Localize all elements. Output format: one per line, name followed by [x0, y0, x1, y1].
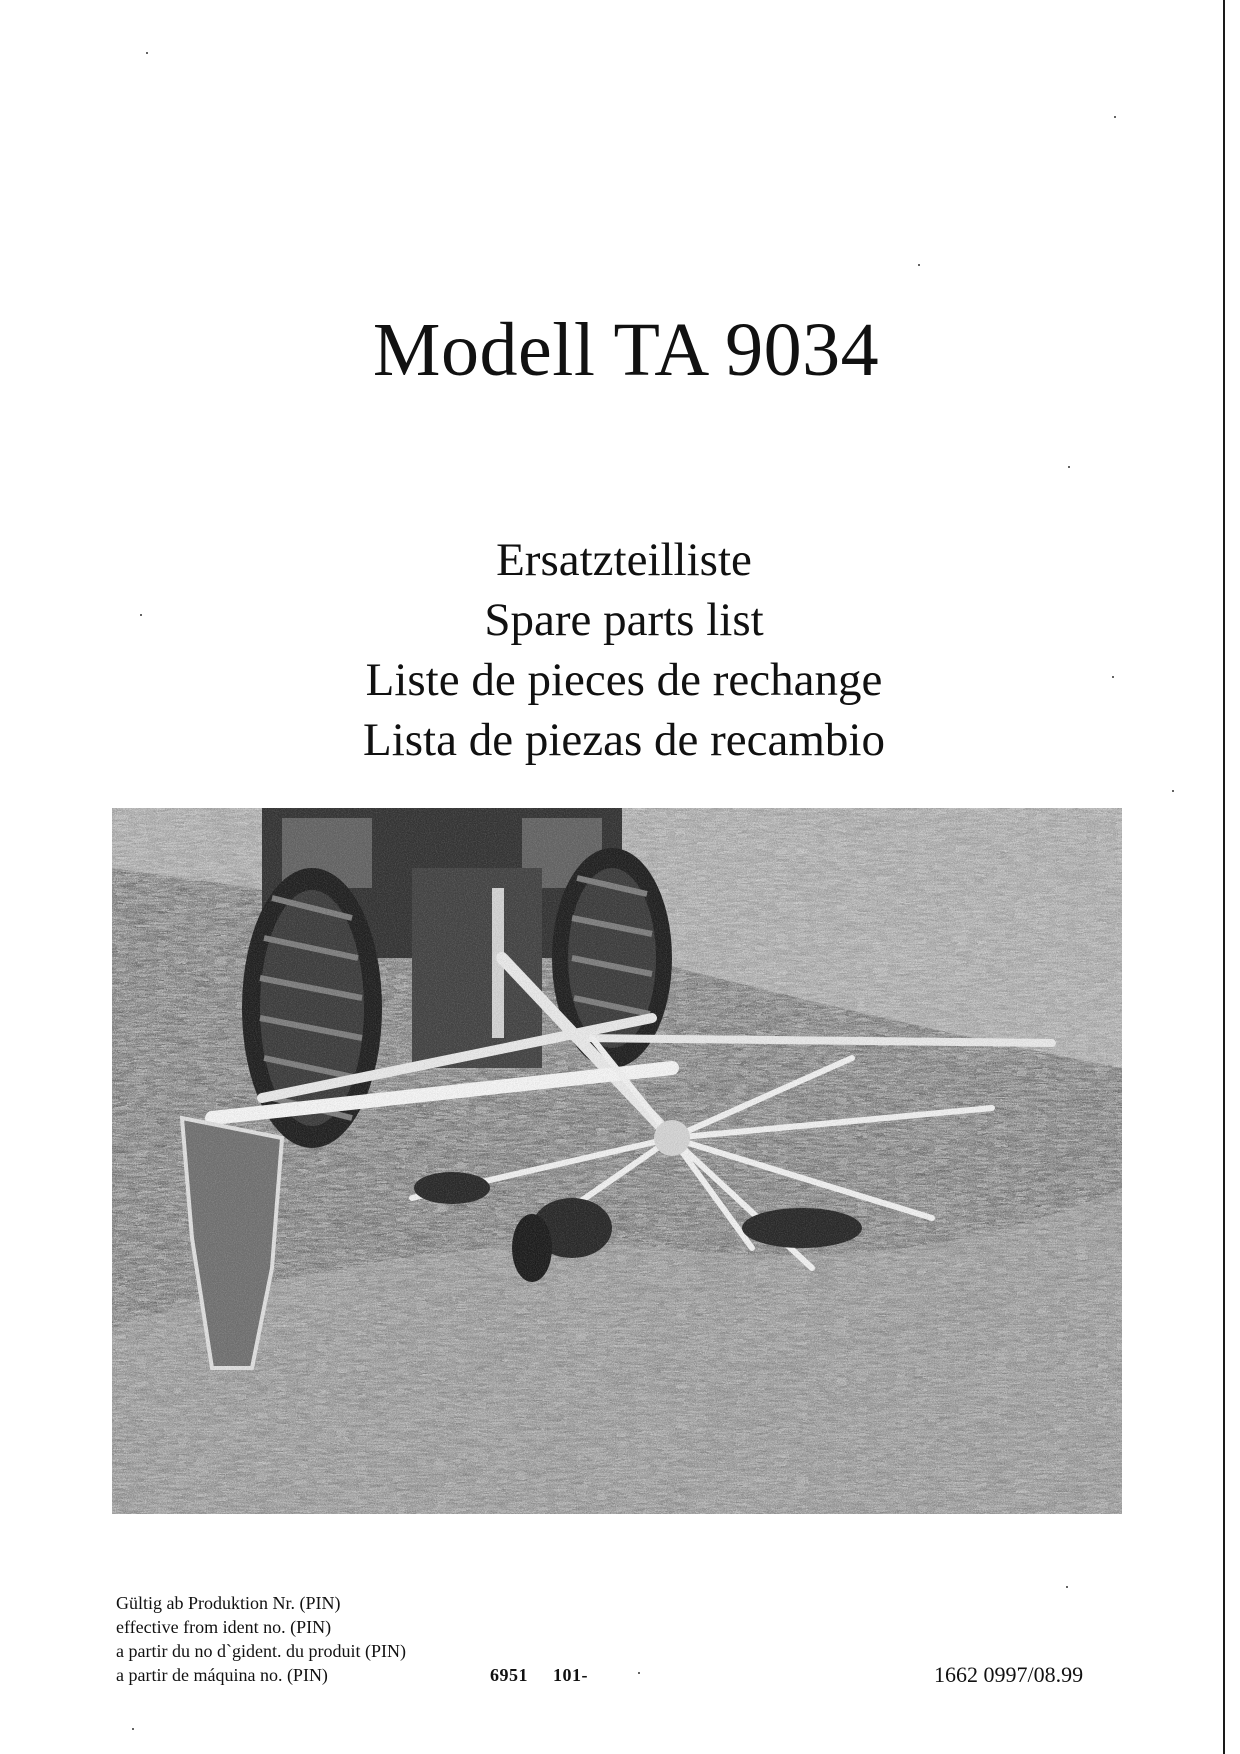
model-title: Modell TA 9034: [372, 308, 880, 392]
subtitle-english: Spare parts list: [484, 594, 764, 646]
subtitle-block: [0, 530, 1240, 770]
validity-notice: [116, 1591, 406, 1687]
subtitle-german: Ersatzteilliste: [496, 534, 752, 586]
scan-speck: [1066, 1586, 1068, 1588]
page-edge-rule: [1223, 0, 1225, 1754]
cover-photo: [112, 808, 1122, 1514]
scan-speck: [1114, 116, 1116, 118]
scan-speck: [638, 1672, 640, 1674]
subtitle-french: Liste de pieces de rechange: [365, 654, 883, 706]
scan-speck: [146, 52, 148, 54]
validity-line-english: effective from ident no. (PIN): [116, 1617, 332, 1637]
validity-line-spanish: a partir de máquina no. (PIN): [116, 1665, 328, 1685]
scan-speck: [1068, 466, 1070, 468]
scan-speck: [1172, 790, 1174, 792]
scan-speck: [918, 264, 920, 266]
scan-speck: [132, 1728, 134, 1730]
pin-number: 6951 101-: [490, 1665, 588, 1685]
document-number: 1662 0997/08.99: [934, 1662, 1084, 1687]
validity-line-german: Gültig ab Produktion Nr. (PIN): [116, 1593, 341, 1613]
validity-line-french: a partir du no d`gident. du produit (PIN): [116, 1641, 406, 1661]
subtitle-spanish: Lista de piezas de recambio: [363, 714, 885, 766]
